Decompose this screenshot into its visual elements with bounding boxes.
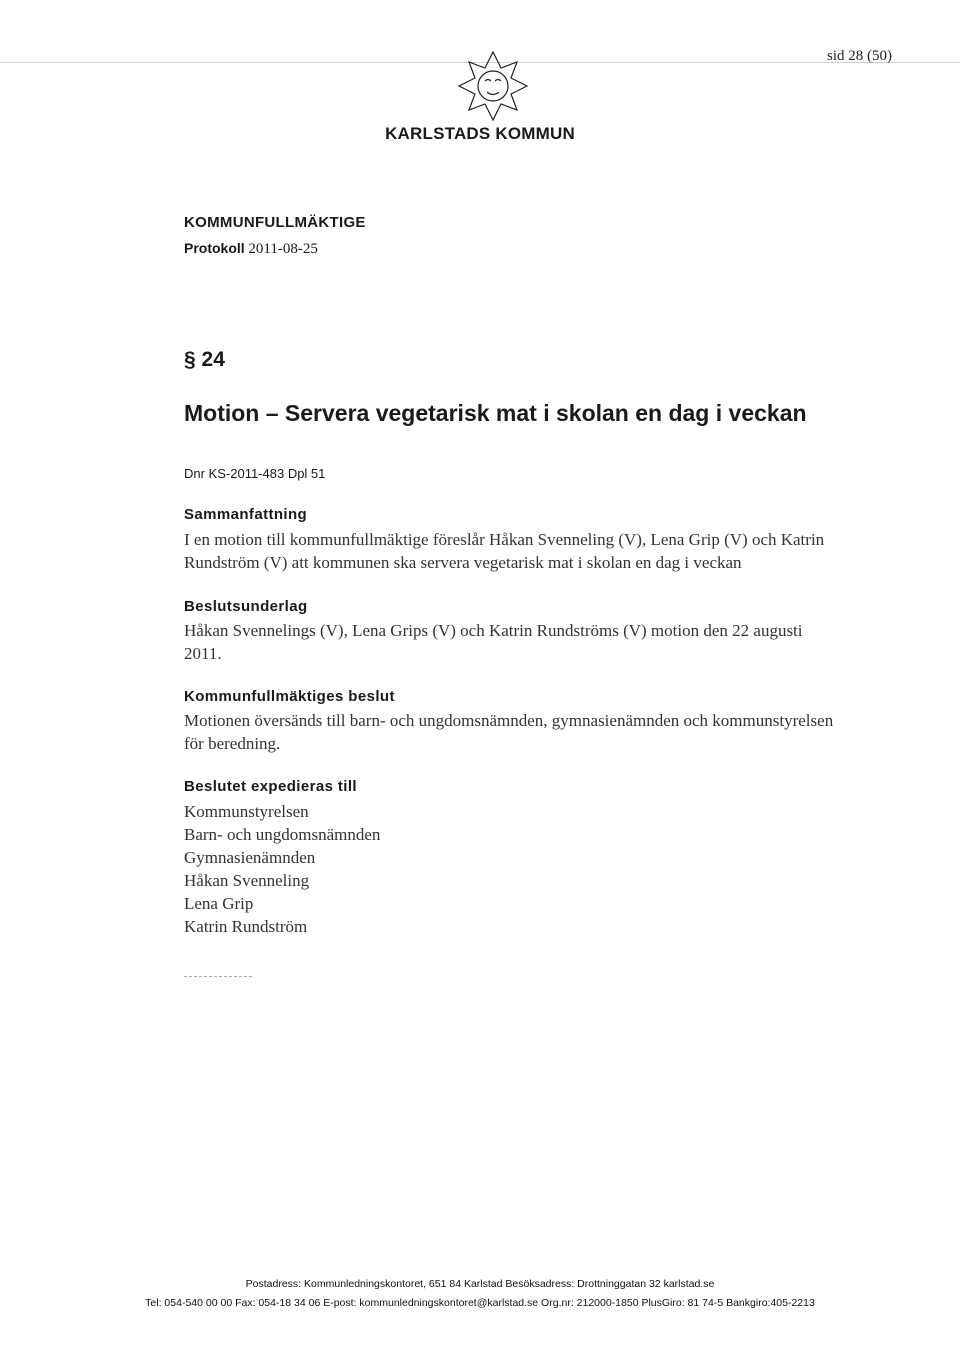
page-number: sid 28 (50) bbox=[827, 48, 892, 64]
heading-expedieras: Beslutet expedieras till bbox=[184, 778, 357, 795]
text-sammanfattning: I en motion till kommunfullmäktige föreslår Håkan Svenneling (V), Lena Grip (V) och Katrin Rundström (V) att kommunen ska servera vegetarisk mat i skolan en dag i veckan bbox=[184, 530, 825, 572]
list-item: Håkan Svenneling bbox=[184, 871, 310, 890]
footer-contact: Tel: 054-540 00 00 Fax: 054-18 34 06 E-post: kommunledningskontoret@karlstad.se Org.nr: 212000-1850 PlusGiro: 81 74-5 Bankgiro:405-2213 bbox=[145, 1297, 815, 1309]
heading-beslut: Kommunfullmäktiges beslut bbox=[184, 688, 395, 705]
signature-rule bbox=[184, 976, 252, 977]
document-title: Motion – Servera vegetarisk mat i skolan en dag i veckan bbox=[184, 400, 807, 426]
heading-sammanfattning: Sammanfattning bbox=[184, 506, 308, 523]
list-item: Barn- och ungdomsnämnden bbox=[184, 825, 381, 844]
list-item: Lena Grip bbox=[184, 894, 254, 913]
recipient-list bbox=[184, 800, 380, 938]
protokoll-date: 2011-08-25 bbox=[248, 241, 318, 257]
organization-name: KARLSTADS KOMMUN bbox=[385, 124, 575, 143]
list-item: Katrin Rundström bbox=[184, 917, 308, 936]
protokoll-line bbox=[184, 240, 318, 258]
paragraph-number: § 24 bbox=[184, 348, 225, 371]
text-beslut: Motionen översänds till barn- och ungdomsnämnden, gymnasienämnden och kommunstyrelsen för beredning. bbox=[184, 711, 834, 753]
list-item: Kommunstyrelsen bbox=[184, 802, 309, 821]
sun-logo-icon bbox=[455, 48, 531, 124]
list-item: Gymnasienämnden bbox=[184, 848, 316, 867]
body-title: KOMMUNFULLMÄKTIGE bbox=[184, 214, 366, 231]
protokoll-label: Protokoll bbox=[184, 240, 245, 256]
footer-address: Postadress: Kommunledningskontoret, 651 84 Karlstad Besöksadress: Drottninggatan 32 karlstad.se bbox=[245, 1278, 715, 1290]
diary-number: Dnr KS-2011-483 Dpl 51 bbox=[184, 466, 326, 481]
text-beslutsunderlag: Håkan Svennelings (V), Lena Grips (V) och Katrin Rundströms (V) motion den 22 augusti 2011. bbox=[184, 621, 803, 663]
heading-beslutsunderlag: Beslutsunderlag bbox=[184, 598, 308, 615]
